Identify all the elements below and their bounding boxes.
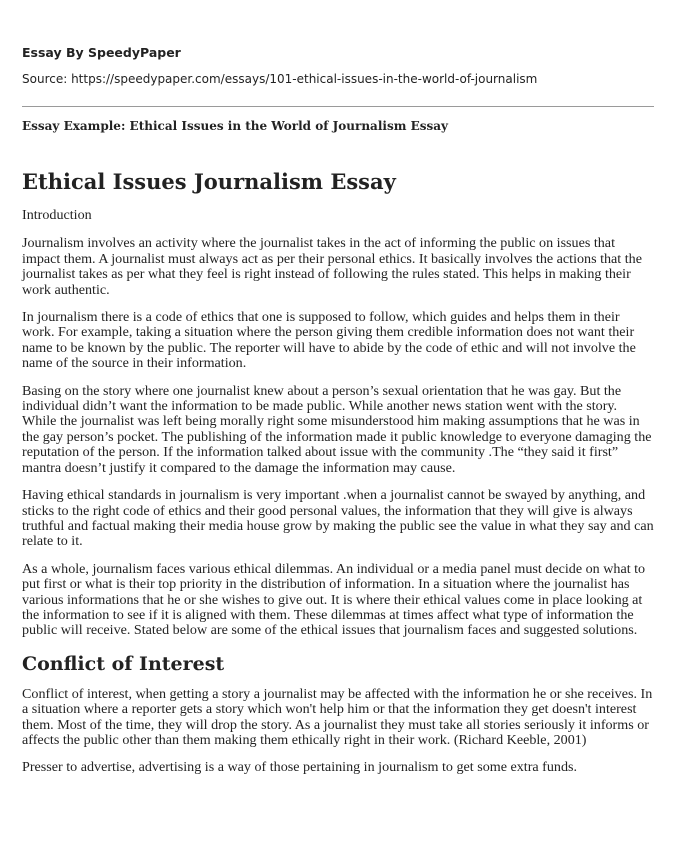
- header-divider: [22, 106, 654, 107]
- paragraph: Basing on the story where one journalist knew about a person’s sexual orientation that he was gay. But the individual didn’t want the information to be made public. While another news station went with the story. While the journalist was left being morally right some misunderstood him making assumptions that he was in the gay person’s pocket. The publishing of the information made it public knowledge to everyone damaging the reputation of the person. If the information talked about issue with the community .The “they said it first” mantra doesn’t justify it compared to the damage the information may cause.: [22, 382, 652, 476]
- article-body: [22, 168, 654, 788]
- essay-example-title: Essay Example: Ethical Issues in the World of Journalism Essay: [22, 119, 448, 133]
- paragraph: Presser to advertise, advertising is a way of those pertaining in journalism to get some extra funds.: [22, 759, 578, 776]
- source-url: Source: https://speedypaper.com/essays/101-ethical-issues-in-the-world-of-journalism: [22, 72, 538, 86]
- section-title: Conflict of Interest: [22, 652, 225, 675]
- paragraph: As a whole, journalism faces various ethical dilemmas. An individual or a media panel must decide on what to put first or what is their top priority in the distribution of information. In a situation where the journalist has various informations that he or she wishes to give out. It is where their ethical values come in place looking at the information to see if it is aligned with them. These dilemmas at times affect what type of information the public will receive. Stated below are some of the ethical issues that journalism faces and suggested solutions.: [22, 560, 646, 639]
- paragraph: Conflict of interest, when getting a story a journalist may be affected with the information he or she receives. In a situation where a reporter gets a story which won't help him or that the information they get doesn't interest them. Most of the time, they will drop the story. As a journalist they must take all stories seriously it informs or affects the public other than them making them ethically right in their work. (Richard Keeble, 2001): [22, 685, 653, 748]
- article-title: Ethical Issues Journalism Essay: [22, 169, 396, 194]
- paragraph: Journalism involves an activity where the journalist takes in the act of informing the public on issues that impact them. A journalist must always act as per their personal ethics. It basically involves the actions that the journalist takes as per what they feel is right instead of following the rules stated. This helps in making their work authentic.: [22, 235, 642, 298]
- brand-name: Essay By SpeedyPaper: [22, 45, 181, 60]
- intro-label: Introduction: [22, 207, 92, 223]
- paragraph: Having ethical standards in journalism is very important .when a journalist cannot be swayed by anything, and sticks to the right code of ethics and their good personal values, the information that they will give is always truthful and factual making their media house grow by making the public see the value in what they say and can relate to it.: [22, 487, 654, 550]
- paragraph: In journalism there is a code of ethics that one is supposed to follow, which guides and helps them in their work. For example, taking a situation where the person giving them credible information does not want their name to be known by the public. The reporter will have to abide by the code of ethic and will not involve the name of the source in their information.: [22, 309, 636, 372]
